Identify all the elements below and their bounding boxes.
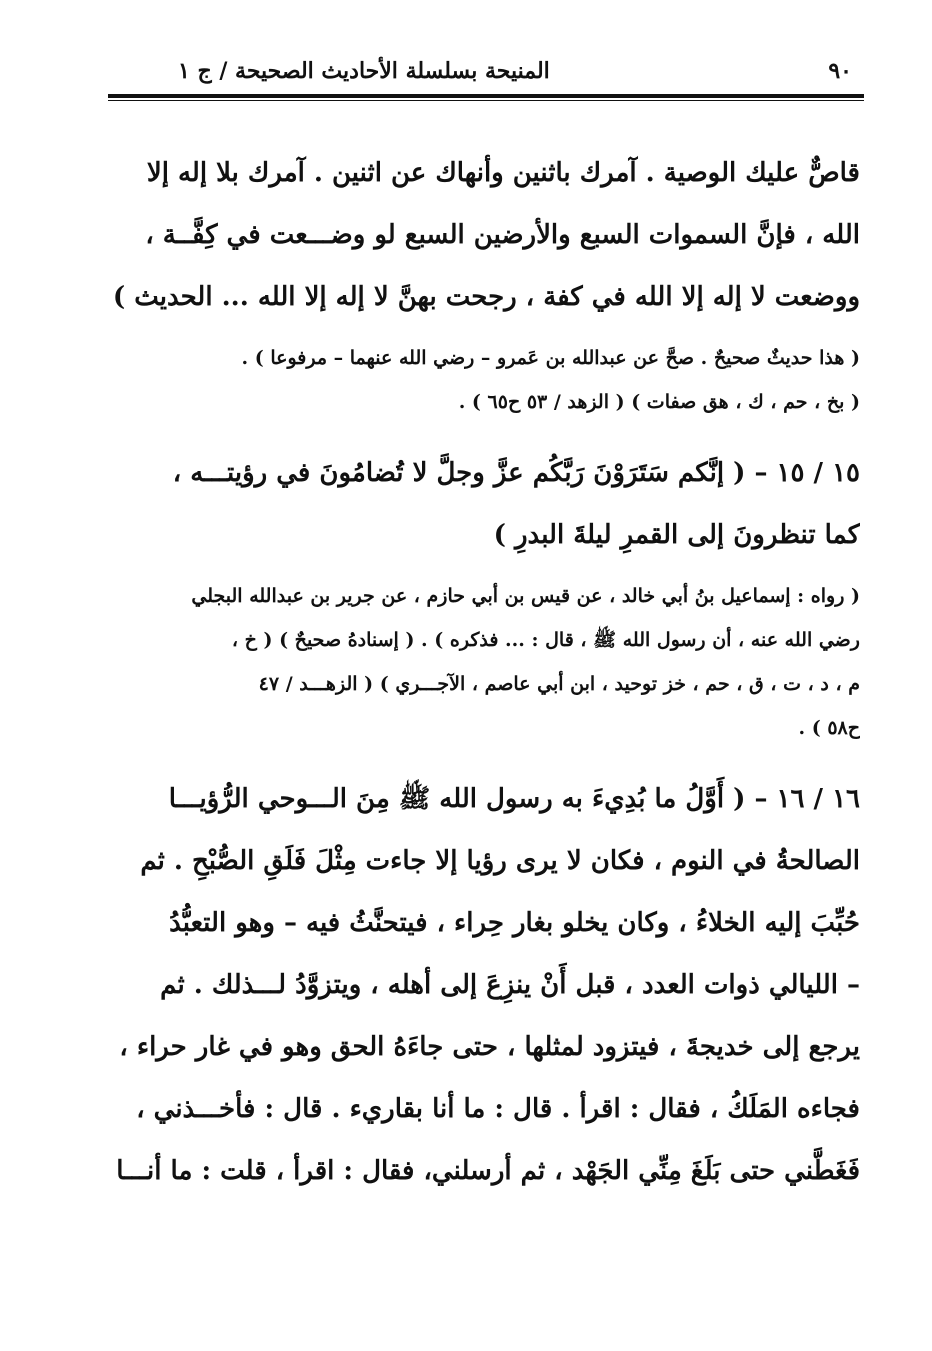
header-rule-thick <box>108 94 864 98</box>
note-line: ( هذا حديثٌ صحيحٌ . صحَّ عن عبدالله بن عَمرو – رضي الله عنهما – مرفوعا ) . <box>241 347 860 369</box>
text-line: حُبِّبَ إليه الخلاءُ ، وكان يخلو بغار حِراء ، فيتحنَّثُ فيه – وهو التعبُّدُ <box>169 908 860 938</box>
header-title: المنيحة بسلسلة الأحاديث الصحيحة / ج ١ <box>178 58 550 84</box>
hadith-15-source-note <box>108 574 860 750</box>
text-line: – الليالي ذوات العدد ، قبل أَنْ ينزِعَ إلى أهله ، ويتزوَّدُ لـــذلك . ثم <box>160 970 860 1000</box>
note-line: ( رواه : إسماعيل بنُ أبي خالد ، عن قيس بن أبي حازم ، عن جرير بن عبدالله البجلي <box>191 585 860 607</box>
header-rule-thin <box>108 100 864 101</box>
text-line: ١٦ / ١٦ – ( أَوَّلُ ما بُدِيءَ به رسول الله ﷺ مِنَ الـــوحي الرُّؤيـــا <box>168 784 860 814</box>
text-line: ١٥ / ١٥ – ( إنَّكم سَتَرَوْنَ رَبَّكُم عزَّ وجلَّ لا تُضامُونَ في رؤيتـــه ، <box>172 458 860 488</box>
spacer <box>108 750 860 768</box>
text-line: الصالحةُ في النوم ، فكان لا يرى رؤيا إلا جاءت مِثْلَ فَلَقِ الصُّبْحِ . ثم <box>140 846 860 876</box>
text-line: يرجع إلى خديجةَ ، فيتزود لمثلها ، حتى جاءَهُ الحق وهو في غار حراء ، <box>119 1032 860 1062</box>
hadith-source-note <box>108 336 860 424</box>
spacer <box>108 566 860 574</box>
hadith-16 <box>108 768 860 1202</box>
page-content <box>108 142 860 1202</box>
text-line: كما تنظرونَ إلى القمرِ ليلةَ البدرِ ) <box>493 520 860 550</box>
text-line: ووضعت لا إله إلا الله في كفة ، رجحت بهنَّ لا إله إلا الله ... الحديث ) <box>112 282 860 312</box>
text-line: الله ، فإنَّ السموات السبع والأرضين السبع لو وضـــعت في كِفَّــة ، <box>145 220 860 250</box>
page-number: ٩٠ <box>828 58 852 84</box>
spacer <box>108 328 860 336</box>
text-line: قاصٌّ عليك الوصية . آمرك باثنين وأنهاك عن اثنين . آمرك بلا إله إلا <box>146 158 860 188</box>
hadith-text-continued <box>108 142 860 328</box>
note-line: م ، د ، ت ، ق ، حم ، خز توحيد ، ابن أبي عاصم ، الآجـــري ) ( الزهـــد / ٤٧ <box>258 673 860 695</box>
text-line: فجاءه المَلَكُ ، فقال : اقرأ . قال : ما أنا بقاريء . قال : فأخـــذني ، <box>136 1094 860 1124</box>
running-header <box>108 58 860 92</box>
hadith-15 <box>108 442 860 566</box>
text-line: فَغَطَّني حتى بَلَغَ مِنِّي الجَهْد ، ثم أرسلني، فقال : اقرأ ، قلت : ما أنـــا <box>116 1156 860 1186</box>
spacer <box>108 424 860 442</box>
note-line: ( بخ ، حم ، ك ، هق صفات ) ( الزهد / ٥٣ ح٦٥ ) . <box>458 391 860 413</box>
note-line: رضي الله عنه ، أن رسول الله ﷺ ، قال : ... فذكره ) . ( إسنادهُ صحيحٌ ) ( خ ، <box>231 629 860 651</box>
note-line: ح٥٨ ) . <box>798 717 860 739</box>
